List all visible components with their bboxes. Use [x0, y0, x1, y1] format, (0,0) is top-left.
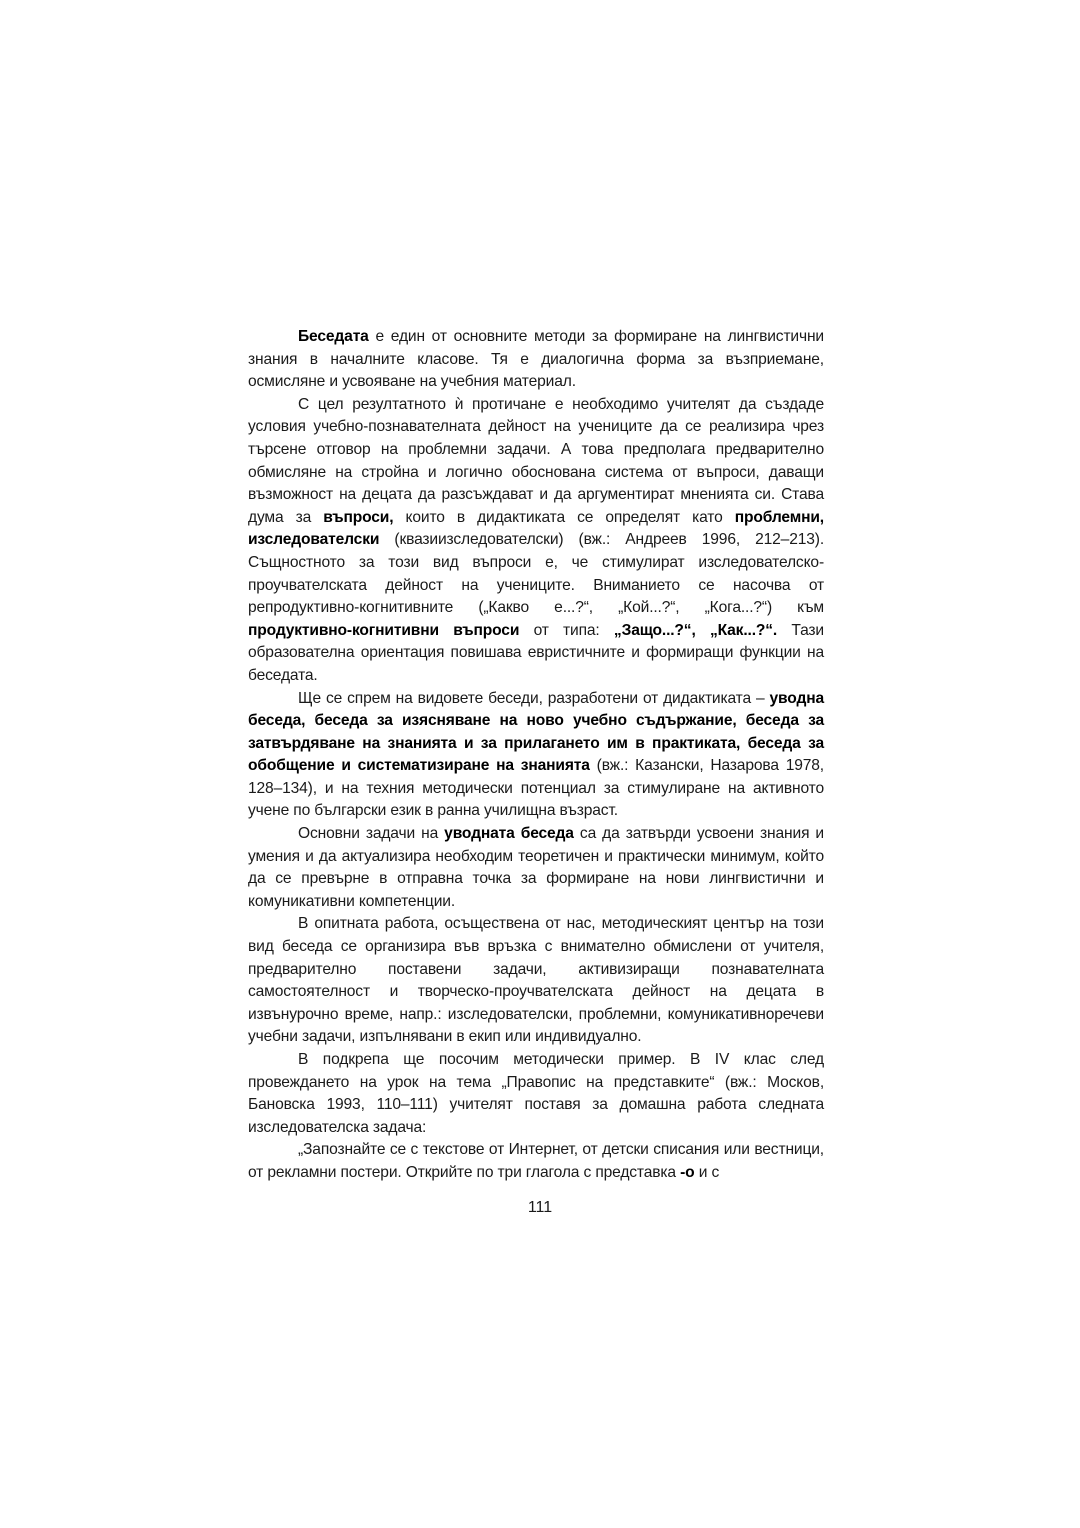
paragraph-p7	[248, 1139, 824, 1184]
bold-term: въпроси,	[323, 508, 394, 526]
bold-term: „Защо...?“, „Как...?“.	[613, 621, 778, 639]
text-run: от типа:	[519, 621, 614, 639]
paragraph-p5	[248, 913, 824, 1049]
text-run: които в дидактиката се определят като	[393, 508, 735, 526]
text-run: В опитната работа, осъществена от нас, методическият център на този вид беседа се организира във връзка с внимателно обмислени от учителя, предварително поставени задачи, активизиращи познавателната самостоятелност и творческо-проучвателската дейност на децата в извънурочно време, напр.: изследователски, проблемни, комуникативноречеви учебни задачи, изпълнявани в екип или индивидуално.	[248, 915, 824, 1046]
text-run: е един от основните методи за формиране на лингвистични знания в началните класове. Тя е диалогична форма за възприемане, осмисляне и усвояване на учебния материал.	[248, 328, 824, 391]
text-run: „Запознайте се с текстове от Интернет, от детски списания или вестници, от рекламни постери. Открийте по три глагола с представка	[248, 1141, 824, 1181]
bold-term: уводна беседа, беседа за изясняване на ново учебно съдържание, беседа за затвърдяване на знанията и за прилагането им в практиката, беседа за обобщение и систематизиране на знанията	[248, 689, 824, 775]
body-text	[248, 326, 824, 1185]
paragraph-p6	[248, 1049, 824, 1139]
bold-term: -о	[680, 1163, 695, 1181]
bold-term: Беседата	[298, 328, 369, 345]
bold-term: уводната беседа	[444, 825, 574, 843]
paragraph-p1	[248, 326, 824, 394]
paragraph-p2	[248, 394, 824, 688]
paragraph-p4	[248, 823, 824, 913]
text-run: Тази образователна ориентация повишава евристичните и формиращи функции на беседата.	[248, 621, 824, 684]
text-run: Основни задачи на	[298, 825, 445, 843]
page-number: 111	[527, 1199, 553, 1216]
text-run: са да затвърди усвоени знания и умения и да актуализира необходим теоретичен и практически минимум, който да се превърне в отправна точка за формиране на нови лингвистични и комуникативни компетенции.	[248, 825, 824, 910]
text-run: (вж.: Казански, Назарова 1978, 128–134), и на техния методически потенциал за стимулиране на активното учене по български език в ранна училищна възраст.	[248, 757, 824, 820]
text-run: и с	[694, 1163, 720, 1181]
text-run: (квазиизследователски) (вж.: Андреев 1996, 212–213). Същностното за този вид въпроси е, че стимулират изследователско-проучвателската дейност на учениците. Вниманието се насочва от репродуктивно-когнитивните („Какво е...?“, „Кой...?“, „Кога...?“) към	[248, 531, 824, 617]
bold-term: проблемни, изследователски	[248, 508, 824, 549]
text-run: С цел резултатното ѝ протичане е необходимо учителят да създаде условия учебно-познавателната дейност на учениците да се реализира чрез търсене отговор на проблемни задачи. А това предполага предварително обмисляне на стройна и логично обоснована система от въпроси, даващи възможност на децата да разсъждават и да аргументират мненията си. Става дума за	[248, 395, 824, 526]
text-run: В подкрепа ще посочим методически пример. В IV клас след провеждането на урок на тема „Правопис на представките“ (вж.: Москов, Бановска 1993, 110–111) учителят поставя за домашна работа следната изследователска задача:	[248, 1051, 824, 1136]
paragraph-p3	[248, 688, 824, 824]
bold-term: продуктивно-когнитивни въпроси	[248, 621, 520, 639]
text-run: Ще се спрем на видовете беседи, разработени от дидактиката –	[298, 689, 770, 707]
